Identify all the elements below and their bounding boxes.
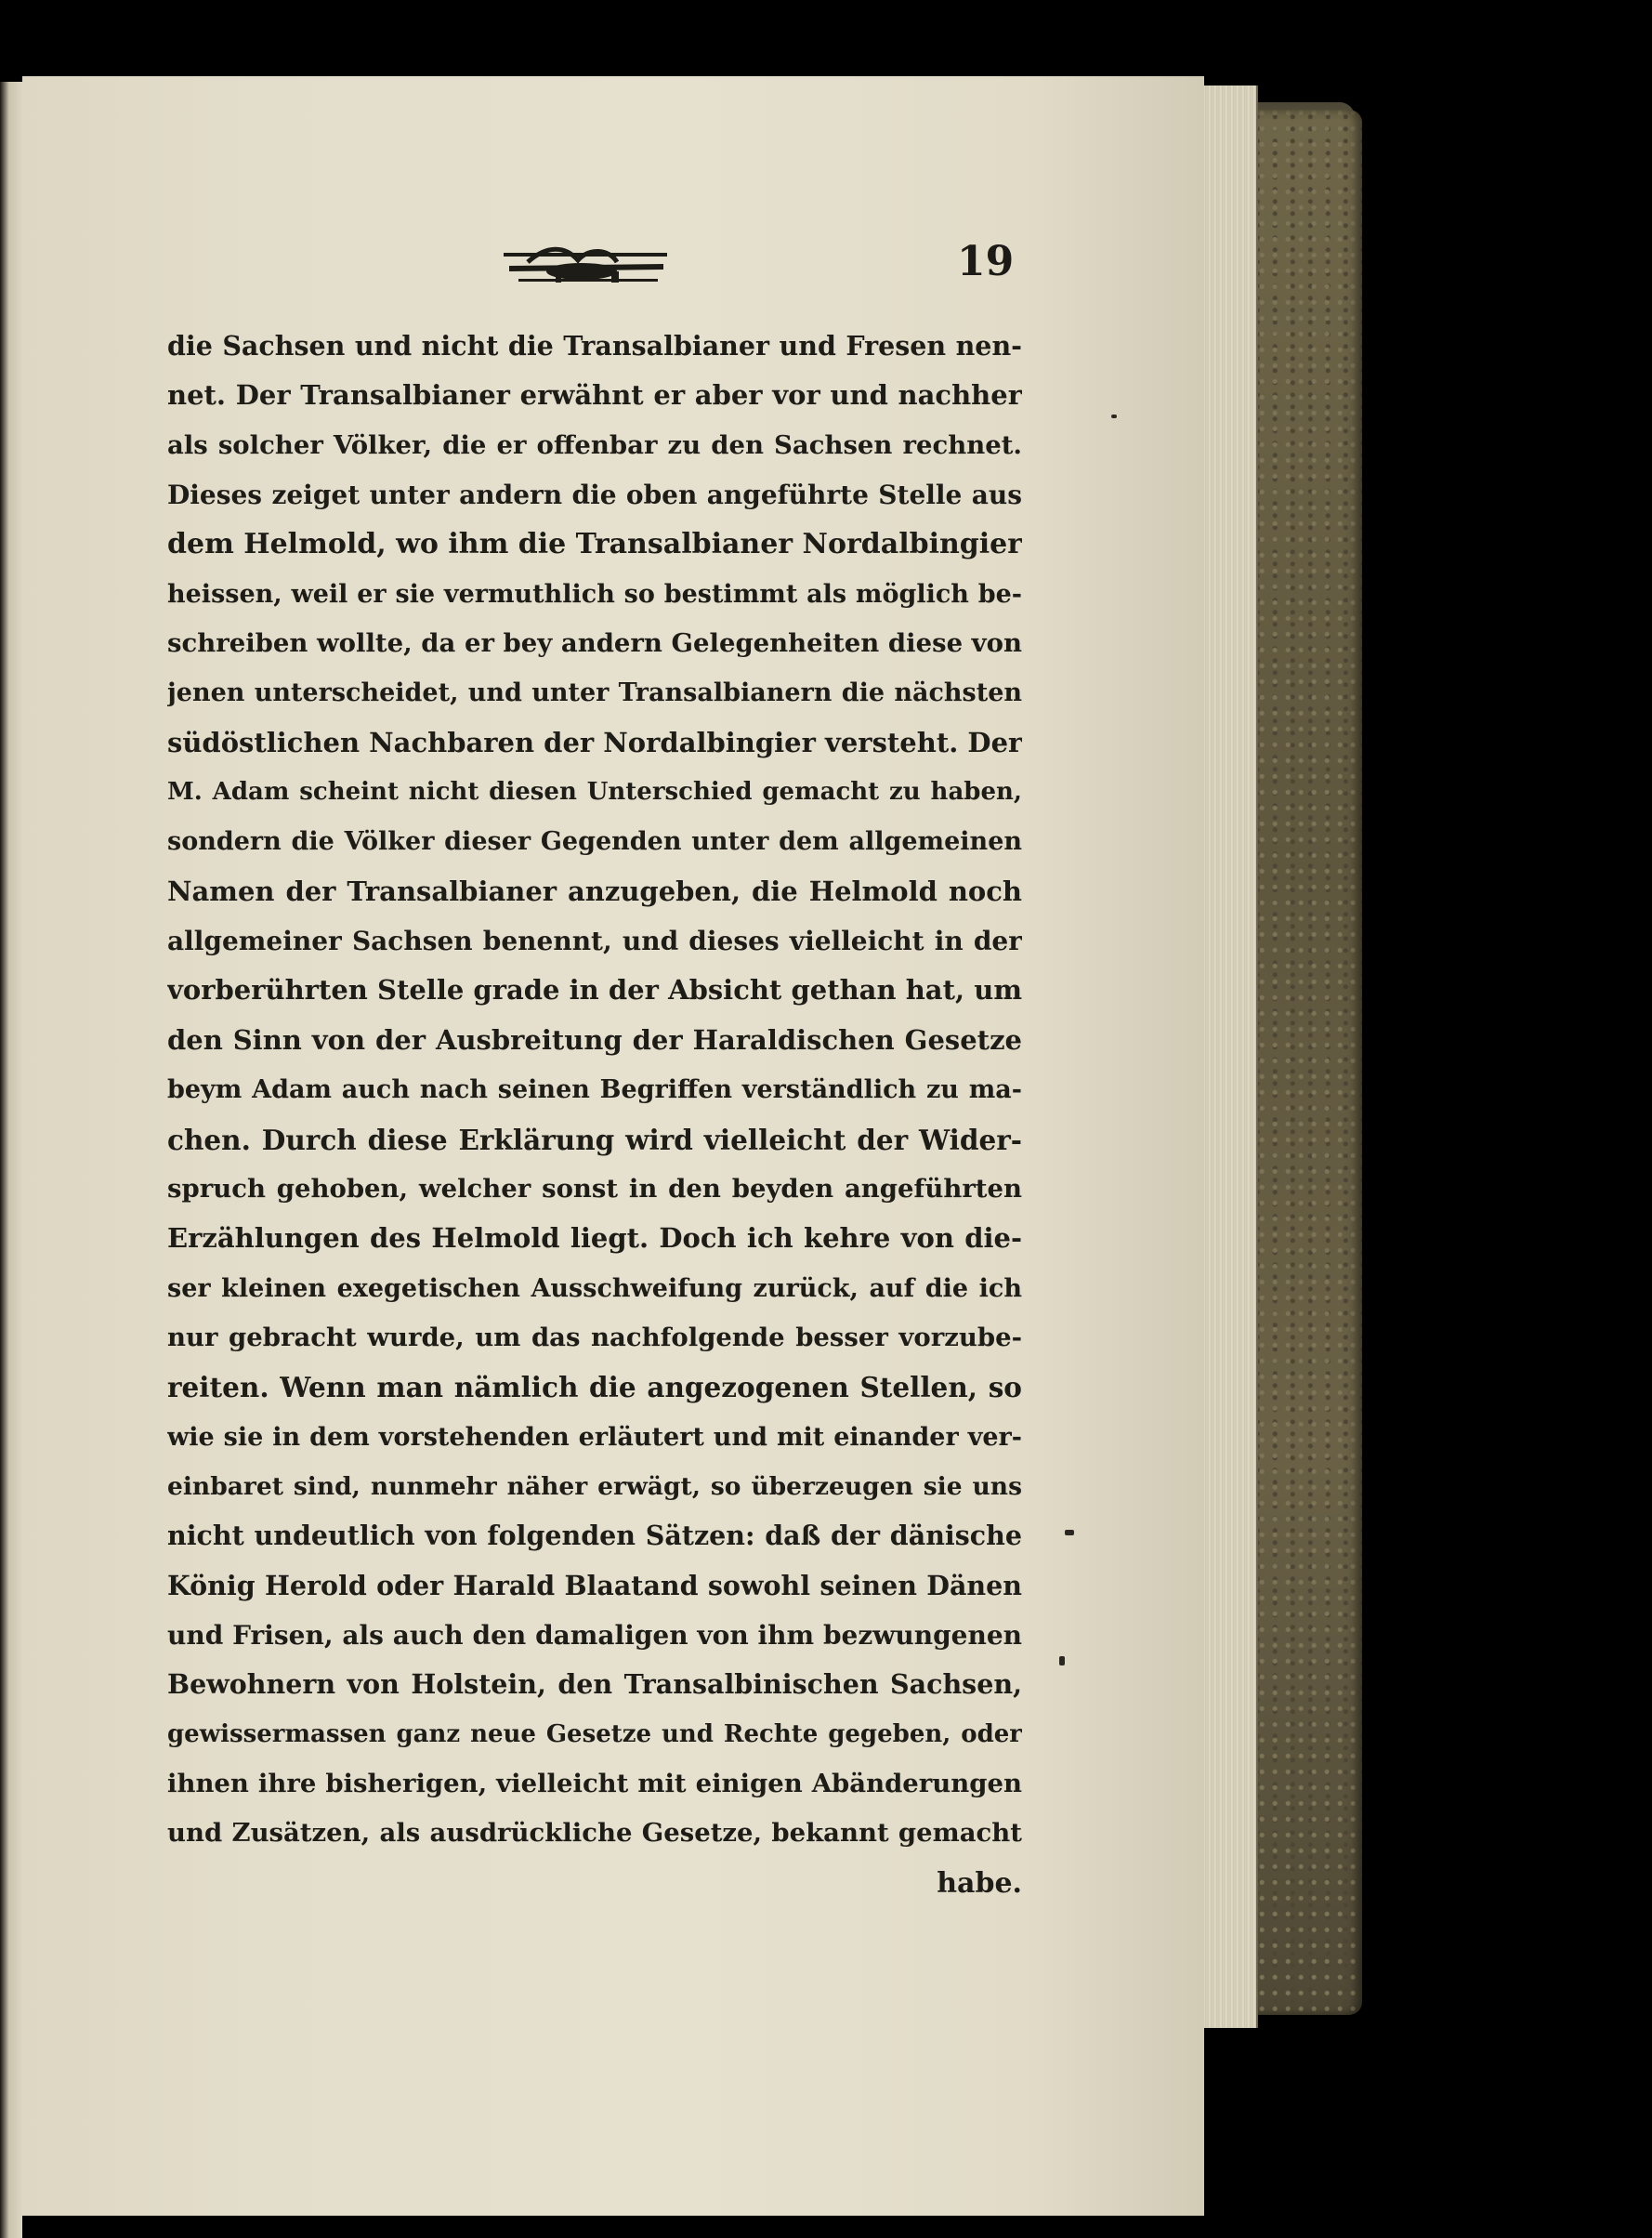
page-block-edge [1200,86,1258,2028]
text-line: als solcher Völker, die er offenbar zu den Sachsen rechnet. [167,429,1022,460]
facing-page-edge [0,82,22,2238]
ink-speck [1059,1656,1065,1665]
text-line: einbaret sind, nunmehr näher erwägt, so überzeugen sie uns [167,1471,1022,1501]
book-cover [1245,110,1362,2015]
text-line: dem Helmold, wo ihm die Transalbianer Nordalbingier [167,528,1022,561]
text-line: vorberührten Stelle grade in der Absicht gethan hat, um [167,974,1022,1007]
text-line: und Frisen, als auch den damaligen von ihm bezwungenen [167,1619,1022,1651]
text-line: allgemeiner Sachsen benennt, und dieses vielleicht in der [167,926,1022,957]
body-text [167,322,1022,1908]
page-number: 19 [957,238,1015,285]
text-line: sondern die Völker dieser Gegenden unter dem allgemeinen [167,827,1022,857]
text-line: spruch gehoben, welcher sonst in den beyden angeführten [167,1173,1022,1204]
text-line: chen. Durch diese Erklärung wird vielleicht der Wider- [167,1123,1022,1156]
text-line: nicht undeutlich von folgenden Sätzen: daß der dänische [167,1520,1022,1552]
text-line: net. Der Transalbianer erwähnt er aber vor und nachher [167,379,1022,412]
text-line: ser kleinen exegetischen Ausschweifung zurück, auf die ich [167,1273,1022,1303]
ink-speck [1065,1530,1074,1535]
ink-speck [1111,415,1117,418]
ornament-rule [500,244,673,290]
text-line: jenen unterscheidet, und unter Transalbianern die nächsten [167,678,1022,708]
text-line: König Herold oder Harald Blaatand sowohl seinen Dänen [167,1569,1022,1601]
text-line: habe. [937,1866,1022,1900]
text-line: Bewohnern von Holstein, den Transalbinischen Sachsen, [167,1668,1022,1701]
text-line: nur gebracht wurde, um das nachfolgende besser vorzube- [167,1322,1022,1352]
text-line: Erzählungen des Helmold liegt. Doch ich kehre von die- [167,1222,1022,1255]
text-line: beym Adam auch nach seinen Begriffen verständlich zu ma- [167,1075,1022,1105]
text-line: reiten. Wenn man nämlich die angezogenen Stellen, so [167,1371,1022,1404]
text-line: schreiben wollte, da er bey andern Gelegenheiten diese von [167,628,1022,659]
text-line: wie sie in dem vorstehenden erläutert und mit einander ver- [167,1422,1022,1452]
text-line: Namen der Transalbianer anzugeben, die Helmold noch [167,875,1022,907]
text-line: und Zusätzen, als ausdrückliche Gesetze, bekannt gemacht [167,1818,1022,1849]
text-line: südöstlichen Nachbaren der Nordalbingier versteht. Der [167,726,1022,758]
text-line: heissen, weil er sie vermuthlich so bestimmt als möglich be- [167,579,1022,609]
text-line: Dieses zeiget unter andern die oben angeführte Stelle aus [167,480,1022,511]
text-line: M. Adam scheint nicht diesen Unterschied gemacht zu haben, [167,778,1022,807]
text-line: die Sachsen und nicht die Transalbianer und Fresen nen- [167,330,1022,362]
text-line: gewissermassen ganz neue Gesetze und Rechte gegeben, oder [167,1719,1022,1748]
text-line: den Sinn von der Ausbreitung der Haraldischen Gesetze [167,1023,1022,1056]
text-line: ihnen ihre bisherigen, vielleicht mit einigen Abänderungen [167,1768,1022,1798]
